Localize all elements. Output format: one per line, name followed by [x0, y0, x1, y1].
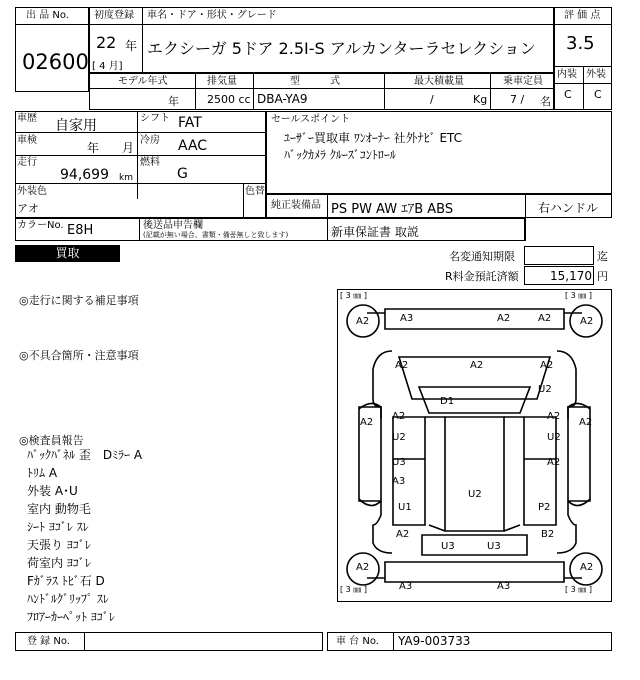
lot-label: 出 品 No.	[26, 10, 69, 21]
model-year-unit: 年	[168, 95, 179, 108]
damage-code: A2	[356, 562, 370, 573]
damage-code: A2	[356, 316, 370, 327]
damage-code: U1	[398, 502, 412, 513]
capacity-label: 乗車定員	[503, 76, 543, 87]
damage-code: D1	[440, 396, 455, 407]
inspector-note: 天張り ﾖｺﾞﾚ	[27, 538, 91, 552]
recycle-label: R料金預託済額	[445, 270, 519, 283]
sales-point-line2: ﾊﾞｯｸｶﾒﾗ ｸﾙｰｽﾞｺﾝﾄﾛｰﾙ	[284, 148, 396, 162]
equipment-items: PS PW AW ｴｱB ABS	[331, 202, 454, 217]
inspection-label: 車検	[17, 135, 37, 146]
inspector-note: ｼｰﾄ ﾖｺﾞﾚ ｽﾚ	[27, 520, 89, 534]
ac-label: 冷房	[140, 135, 160, 146]
sales-point-label: セールスポイント	[271, 114, 351, 125]
shift-label: シフト	[140, 113, 170, 124]
model-year-label: モデル年式	[118, 76, 168, 87]
damage-code: A3	[392, 476, 406, 487]
inspection-month: 月	[122, 141, 135, 155]
defects-title: ◎不具合箇所・注意事項	[19, 349, 139, 362]
max-load-sep: /	[430, 93, 434, 106]
interior-label: 内装	[557, 69, 577, 80]
inspector-note: ﾄﾘﾑ A	[27, 466, 58, 480]
model-label: 型 式	[290, 76, 340, 87]
purchase-badge: 買取	[15, 245, 120, 262]
damage-code: A2	[540, 360, 554, 371]
mileage-label: 走行	[17, 157, 37, 168]
sales-point-line1: ﾕｰｻﾞｰ買取車 ﾜﾝｵｰﾅｰ 社外ﾅﾋﾞ ETC	[284, 131, 463, 145]
fuel-value: G	[177, 166, 188, 182]
exterior-label: 外装	[586, 69, 606, 80]
interior-grade: C	[564, 88, 572, 101]
capacity-unit: 名	[540, 95, 551, 108]
damage-code: A2	[360, 417, 374, 428]
shift-value: FAT	[178, 115, 202, 131]
damage-code: U2	[392, 432, 406, 443]
recycle-unit: 円	[597, 270, 608, 283]
displacement-label: 排気量	[207, 76, 237, 87]
damage-code: A2	[497, 313, 511, 324]
year-unit: 年	[125, 39, 138, 53]
displacement-value: 2500 cc	[207, 93, 251, 106]
damage-code: A2	[580, 316, 594, 327]
docs-note: (記載が無い場合、書類・備품無しと致します)	[143, 231, 289, 239]
color-change-label: 色替	[245, 186, 265, 197]
inspector-title: ◎検査員報告	[19, 434, 84, 447]
score-label: 評 価 点	[564, 10, 601, 21]
handle-position: 右ハンドル	[538, 201, 599, 215]
damage-code: A2	[396, 529, 410, 540]
inspector-note: 荷室内 ﾖｺﾞﾚ	[27, 556, 91, 570]
name-change-unit: 迄	[597, 250, 608, 263]
inspection-year: 年	[87, 141, 100, 155]
damage-code: A3	[400, 313, 414, 324]
warranty-docs: 新車保証書 取説	[331, 225, 419, 239]
inspector-note: ﾊﾞｯｸﾊﾞﾈﾙ 歪 Dﾐﾗｰ A	[27, 448, 143, 462]
lot-number: 02600	[22, 50, 89, 74]
mileage-value: 94,699	[60, 167, 109, 183]
damage-code: A2	[580, 562, 594, 573]
mileage-unit: km	[119, 173, 133, 183]
color-no-value: E8H	[67, 223, 94, 238]
max-load-label: 最大積載量	[414, 76, 464, 87]
inspector-note: ﾊﾝﾄﾞﾙｸﾞﾘｯﾌﾟ ｽﾚ	[27, 592, 109, 606]
capacity-value: 7 /	[510, 93, 525, 106]
damage-code: A2	[392, 411, 406, 422]
ext-color-label: 外装色	[17, 186, 47, 197]
ext-color-value: アオ	[17, 202, 39, 215]
damage-code: A2	[395, 360, 409, 371]
history-value: 自家用	[55, 118, 97, 134]
damage-code: P2	[538, 502, 551, 513]
chassis-label: 車 台 No.	[336, 636, 379, 647]
name-change-label: 名変通知期限	[449, 250, 515, 263]
damage-code: U2	[468, 489, 482, 500]
max-load-unit: Kg	[473, 93, 488, 106]
recycle-value: 15,170	[550, 269, 592, 283]
damage-code: A2	[538, 313, 552, 324]
car-outline	[337, 289, 612, 602]
tread-depth-rl: [ 3 ㎜ ]	[340, 585, 367, 594]
color-no-label: カラーNo.	[17, 220, 64, 231]
damage-code: A3	[497, 581, 511, 592]
era-year: 22	[96, 33, 117, 52]
score-value: 3.5	[566, 33, 595, 54]
car-name: エクシーガ 5ドア 2.5I-S アルカンターラセレクション	[147, 39, 536, 58]
running-notes-title: ◎走行に関する補足事項	[19, 294, 139, 307]
damage-code: U2	[547, 432, 561, 443]
damage-code: U3	[487, 541, 501, 552]
equipment-label: 純正装備品	[271, 200, 321, 211]
inspector-note: ﾌﾛｱｰｶｰﾍﾟｯﾄ ﾖｺﾞﾚ	[27, 610, 115, 624]
damage-code: A2	[547, 411, 561, 422]
damage-code: A3	[399, 581, 413, 592]
damage-code: A2	[579, 417, 593, 428]
damage-code: U3	[441, 541, 455, 552]
exterior-grade: C	[594, 88, 602, 101]
history-label: 車歴	[17, 113, 37, 124]
chassis-number: YA9-003733	[398, 634, 471, 648]
tread-depth-fr: [ 3 ㎜ ]	[565, 291, 592, 300]
damage-code: B2	[541, 529, 555, 540]
ac-value: AAC	[178, 138, 208, 154]
model-code: DBA-YA9	[257, 92, 308, 106]
tread-depth-rr: [ 3 ㎜ ]	[565, 585, 592, 594]
damage-code: U2	[538, 384, 552, 395]
inspector-note: 室内 動物毛	[27, 502, 91, 516]
damage-code: A2	[470, 360, 484, 371]
name-label: 車名・ドア・形状・グレード	[147, 10, 277, 21]
reg-no-label: 登 録 No.	[27, 636, 70, 647]
name-change-field	[524, 246, 594, 265]
inspector-note: 外装 A･U	[27, 484, 78, 498]
month-value: [ 4 月]	[92, 61, 123, 72]
first-reg-label: 初度登録	[94, 10, 134, 21]
docs-label: 後送品申告欄	[143, 220, 203, 231]
damage-code: U3	[392, 457, 406, 468]
fuel-label: 燃料	[140, 157, 160, 168]
damage-code: A2	[547, 457, 561, 468]
tread-depth-fl: [ 3 ㎜ ]	[340, 291, 367, 300]
inspector-note: Fｶﾞﾗｽ ﾄﾋﾞ石 D	[27, 574, 105, 588]
